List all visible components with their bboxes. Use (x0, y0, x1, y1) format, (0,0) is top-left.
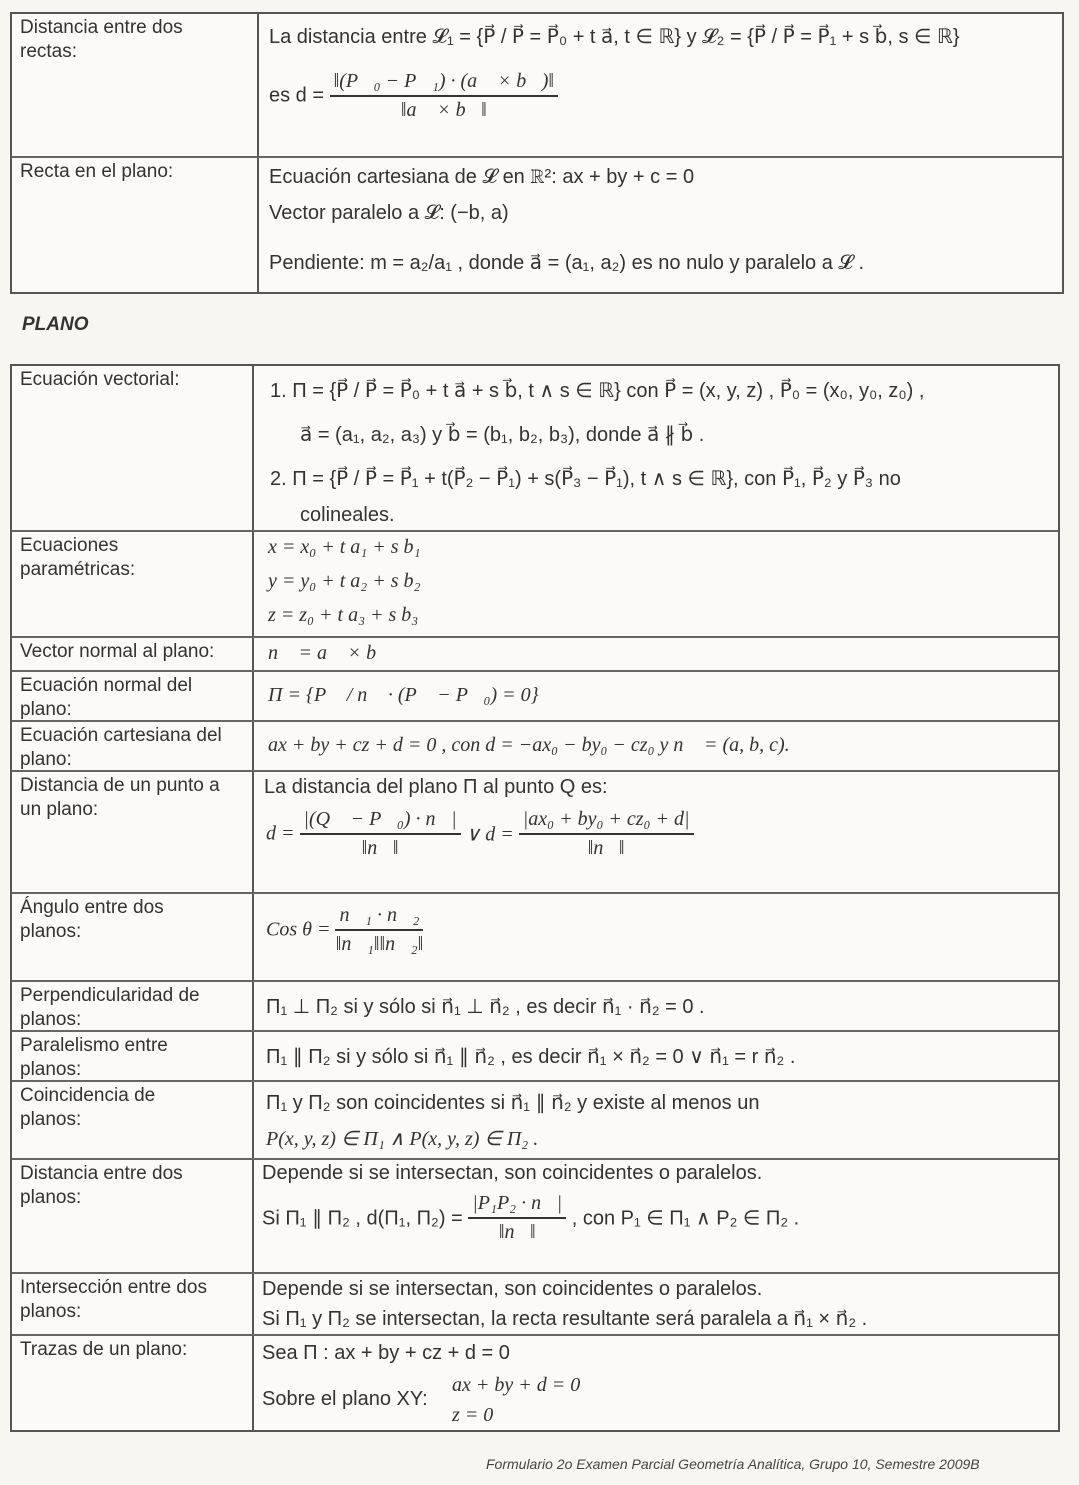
row-label: Distancia entre dos planos: (20, 1163, 183, 1208)
formula-line (262, 1192, 799, 1244)
formula-line (266, 904, 423, 956)
distance-fraction-scalar (519, 808, 694, 860)
row-label: Recta en el plano: (20, 161, 174, 182)
plane-distance-fraction (468, 1192, 566, 1244)
row-line-in-plane (12, 156, 1062, 292)
formula-line: Depende si se intersectan, son coincidentes o paralelos. (262, 1162, 763, 1184)
cosine-fraction (335, 904, 423, 956)
formula-line: P(x, y, z) ∈ Π₁ ∧ P(x, y, z) ∈ Π₂ . (266, 1128, 539, 1150)
row-cartesian-equation (12, 720, 1058, 772)
row-content (254, 772, 1058, 894)
formula-line: La distancia del plano Π al punto Q es: (264, 776, 608, 798)
row-distance-between-planes (12, 1158, 1058, 1274)
row-label: Ecuación normal del plano: (20, 675, 193, 720)
row-intersection (12, 1272, 1058, 1336)
page-footer: Formulario 2o Examen Parcial Geometría Analítica, Grupo 10, Semestre 2009B (486, 1456, 980, 1472)
row-content (254, 366, 1058, 530)
formula-line: Sea Π : ax + by + cz + d = 0 (262, 1342, 510, 1364)
formula-line: y = y₀ + t a₂ + s b₂ (268, 570, 421, 592)
row-content (254, 894, 1058, 982)
formula-suffix: , con P₁ ∈ Π₁ ∧ P₂ ∈ Π₂ . (571, 1207, 800, 1230)
row-normal-equation (12, 670, 1058, 722)
plane-table (10, 364, 1060, 1432)
formula-prefix: Cos θ = (266, 918, 331, 941)
lines-table (10, 12, 1064, 294)
row-angle-between-planes (12, 892, 1058, 982)
formula-line: colineales. (300, 504, 395, 526)
row-content (254, 638, 1058, 672)
fraction-denominator: ‖n⃗‖ (587, 837, 625, 859)
formula-line: 1. Π = {P⃗ / P⃗ = P⃗₀ + t a⃗ + s b⃗, t ∧ s ∈ ℝ} con P⃗ = (x, y, z) , P⃗₀ = (x₀, y₀, z₀) , (270, 380, 925, 402)
distance-fraction (330, 70, 558, 122)
formula-line: Π₁ ∥ Π₂ si y sólo si n⃗₁ ∥ n⃗₂ , es decir n⃗₁ × n⃗₂ = 0 ∨ n⃗₁ = r n⃗₂ . (266, 1046, 796, 1068)
row-label: Ecuaciones paramétricas: (20, 535, 136, 580)
section-title: PLANO (22, 314, 89, 335)
fraction-numerator: |ax₀ + by₀ + cz₀ + d| (519, 808, 694, 835)
row-label: Distancia entre dos rectas: (20, 17, 183, 62)
formula-line: z = z₀ + t a₃ + s b₃ (268, 604, 419, 626)
row-label: Ecuación vectorial: (20, 369, 180, 390)
row-distance-between-lines (12, 14, 1062, 156)
row-label: Intersección entre dos planos: (20, 1277, 207, 1322)
row-coincidence (12, 1080, 1058, 1160)
row-content (254, 532, 1058, 638)
row-perpendicularity (12, 980, 1058, 1032)
row-label: Perpendicularidad de planos: (20, 985, 200, 1030)
formula-line: ax + by + d = 0 (452, 1374, 581, 1396)
formula-line (269, 70, 558, 122)
formula-line: Π₁ y Π₂ son coincidentes si n⃗₁ ∥ n⃗₂ y existe al menos un (266, 1092, 760, 1114)
formula-line: ax + by + cz + d = 0 , con d = −ax₀ − by₀ − cz₀ y n⃗ = (a, b, c). (268, 734, 790, 756)
row-label: Ecuación cartesiana del plano: (20, 725, 222, 770)
row-content (254, 1274, 1058, 1336)
formula-line: Π = {P⃗ / n⃗ · (P⃗ − P⃗₀) = 0} (268, 684, 539, 706)
formula-line: Depende si se intersectan, son coincidentes o paralelos. (262, 1278, 763, 1300)
row-normal-vector (12, 636, 1058, 672)
row-content (259, 158, 1062, 292)
fraction-numerator: |(Q⃗ − P⃗₀) · n⃗| (300, 808, 461, 835)
row-point-plane-distance (12, 770, 1058, 894)
row-label: Coincidencia de planos: (20, 1085, 156, 1130)
formula-or: ∨ d = (465, 823, 514, 846)
row-content (254, 1336, 1058, 1430)
fraction-denominator: ‖n⃗₁‖‖n⃗₂‖ (335, 933, 424, 955)
row-content (254, 1082, 1058, 1160)
formula-prefix: d = (266, 822, 295, 845)
fraction-denominator: ‖a⃗ × b⃗‖ (400, 99, 487, 121)
formula-line: x = x₀ + t a₁ + s b₁ (268, 536, 421, 558)
formula-line: Ecuación cartesiana de 𝓛 en ℝ²: ax + by + c = 0 (269, 166, 695, 188)
formula-line: Π₁ ⊥ Π₂ si y sólo si n⃗₁ ⊥ n⃗₂ , es decir n⃗₁ · n⃗₂ = 0 . (266, 996, 705, 1018)
row-parametric-equations (12, 530, 1058, 638)
row-content (254, 672, 1058, 722)
row-vector-equation (12, 366, 1058, 530)
fraction-numerator: ‖(P⃗₀ − P⃗₁) · (a⃗ × b⃗)‖ (330, 70, 558, 97)
row-label: Trazas de un plano: (20, 1339, 188, 1360)
formula-prefix: es d = (269, 84, 325, 107)
row-content (254, 1032, 1058, 1082)
row-content (254, 1160, 1058, 1274)
formula-line: Si Π₁ y Π₂ se intersectan, la recta resultante será paralela a n⃗₁ × n⃗₂ . (262, 1308, 868, 1330)
formula-line: n⃗ = a⃗ × b⃗ (268, 642, 392, 664)
fraction-numerator: n⃗₁ · n⃗₂ (335, 904, 423, 931)
formula-line: Sobre el plano XY: (262, 1388, 428, 1410)
distance-fraction-vector (300, 808, 461, 860)
row-parallelism (12, 1030, 1058, 1082)
formula-line: 2. Π = {P⃗ / P⃗ = P⃗₁ + t(P⃗₂ − P⃗₁) + s(P⃗₃ − P⃗₁), t ∧ s ∈ ℝ}, con P⃗₁, P⃗₂ y P⃗₃ no (270, 468, 901, 490)
fraction-numerator: |P₁P₂ · n⃗| (468, 1192, 566, 1219)
formula-line: Pendiente: m = a₂/a₁ , donde a⃗ = (a₁, a₂) es no nulo y paralelo a 𝓛 . (269, 252, 865, 274)
fraction-denominator: ‖n⃗‖ (498, 1221, 536, 1243)
row-label: Vector normal al plano: (20, 641, 215, 662)
formula-line: z = 0 (452, 1404, 494, 1426)
row-content (254, 982, 1058, 1032)
row-label: Paralelismo entre planos: (20, 1035, 168, 1080)
fraction-denominator: ‖n⃗‖ (361, 837, 399, 859)
row-label: Ángulo entre dos planos: (20, 897, 164, 942)
row-content (259, 14, 1062, 156)
row-plane-traces (12, 1334, 1058, 1430)
row-label: Distancia de un punto a un plano: (20, 775, 220, 820)
formula-line: La distancia entre 𝓛₁ = {P⃗ / P⃗ = P⃗₀ + t a⃗, t ∈ ℝ} y 𝓛₂ = {P⃗ / P⃗ = P⃗₁ + s b⃗, s ∈ ℝ} (269, 26, 960, 48)
formula-line: a⃗ = (a₁, a₂, a₃) y b⃗ = (b₁, b₂, b₃), donde a⃗ ∦ b⃗ . (300, 424, 705, 446)
row-content (254, 722, 1058, 772)
formula-line (266, 808, 694, 860)
formula-line: Vector paralelo a 𝓛: (−b, a) (269, 202, 509, 224)
formula-prefix: Si Π₁ ∥ Π₂ , d(Π₁, Π₂) = (262, 1207, 463, 1230)
